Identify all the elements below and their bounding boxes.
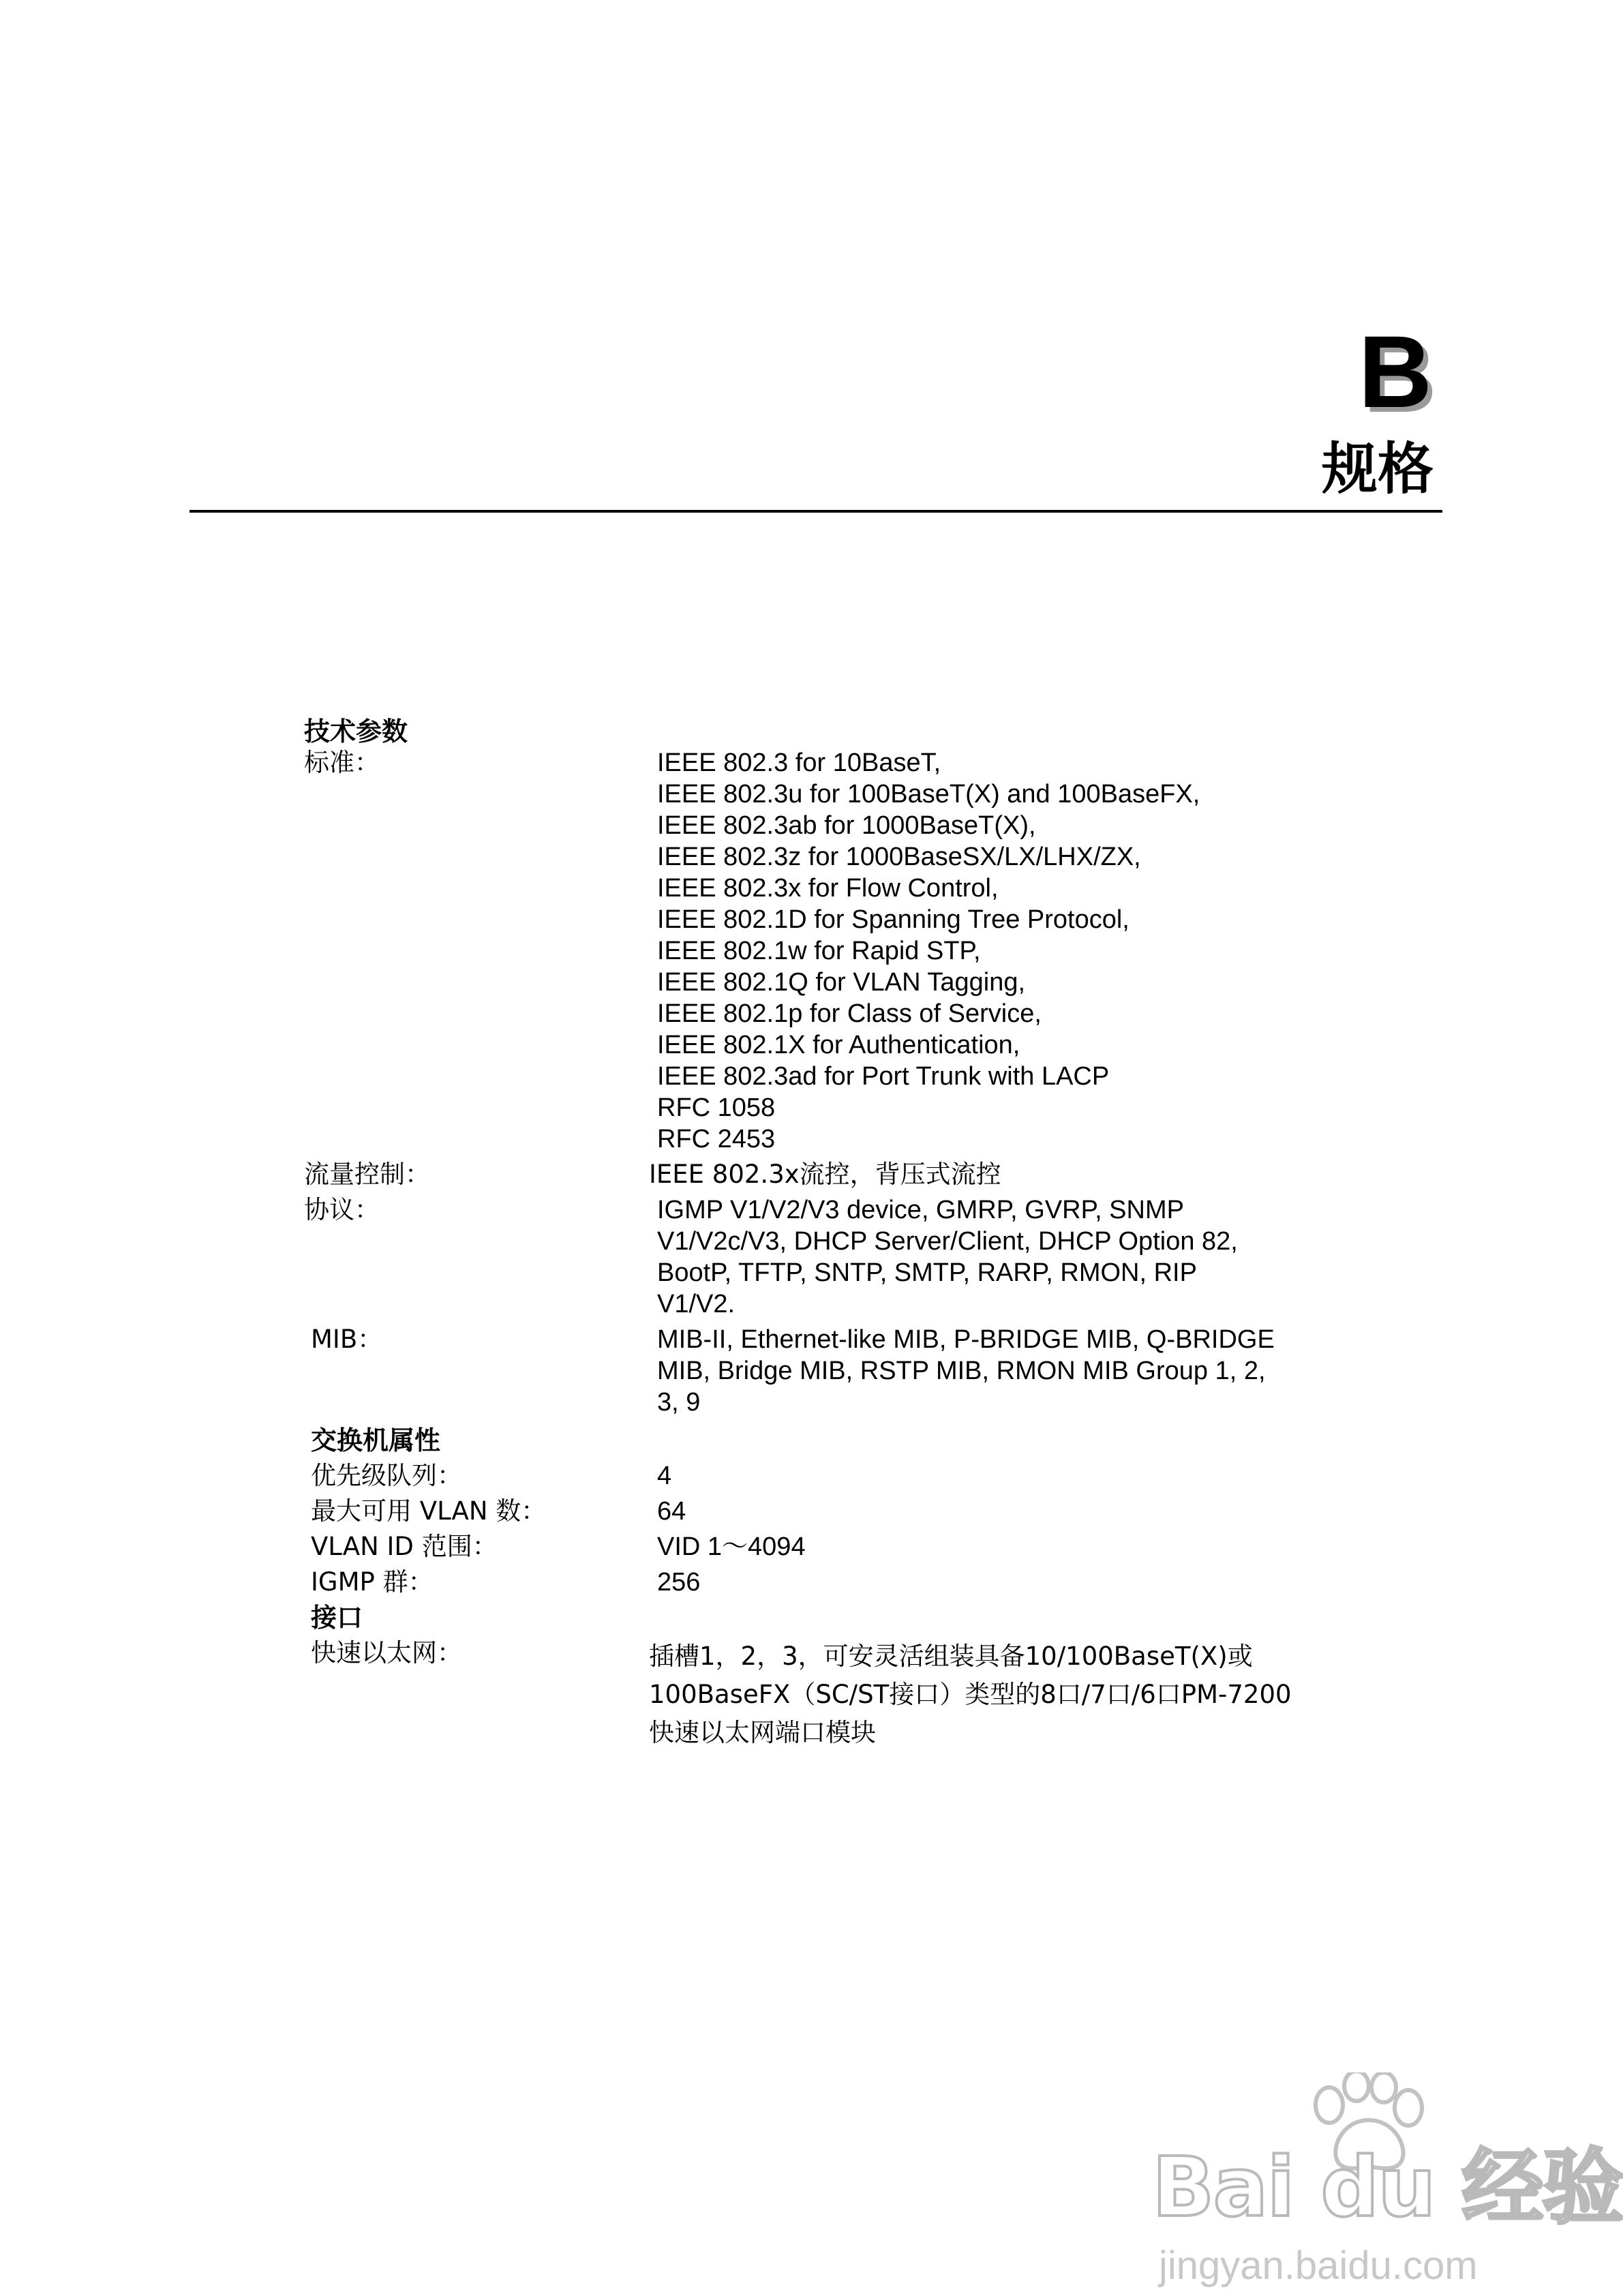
section-heading-interface: 接口 xyxy=(311,1603,363,1633)
standard-item: IEEE 802.1w for Rapid STP, xyxy=(657,937,981,965)
protocol-line: V1/V2. xyxy=(657,1290,735,1318)
fast-ethernet-line: 快速以太网端口模块 xyxy=(649,1718,876,1747)
mib-line: 3, 9 xyxy=(657,1388,701,1417)
protocols-list xyxy=(657,1194,1238,1320)
standard-item: IEEE 802.3u for 100BaseT(X) and 100BaseFX, xyxy=(657,780,1200,809)
row-igmp-groups xyxy=(304,1567,1395,1598)
standard-item: IEEE 802.3ad for Port Trunk with LACP xyxy=(657,1062,1110,1091)
row-priority-queue xyxy=(304,1460,1395,1492)
flow-control-label: 流量控制： xyxy=(304,1160,430,1189)
priority-queue-label: 优先级队列： xyxy=(311,1461,462,1490)
section-heading-switch: 交换机属性 xyxy=(311,1425,441,1455)
row-protocols xyxy=(304,1194,1395,1320)
standard-item: IEEE 802.1p for Class of Service, xyxy=(657,999,1042,1028)
fast-ethernet-value xyxy=(649,1637,1292,1752)
standards-label: 标准： xyxy=(304,748,380,777)
row-fast-ethernet xyxy=(304,1637,1395,1752)
watermark-url: jingyan.baidu.com xyxy=(1159,2244,1478,2288)
standard-item: IEEE 802.3x for Flow Control, xyxy=(657,874,999,903)
igmp-groups-label: IGMP 群： xyxy=(311,1567,434,1597)
row-standards xyxy=(304,747,1395,1155)
igmp-groups-value: 256 xyxy=(657,1568,701,1597)
standard-item: RFC 1058 xyxy=(657,1093,776,1122)
header-rule xyxy=(189,510,1442,513)
row-max-vlan xyxy=(304,1496,1395,1527)
appendix-title: 规格 xyxy=(1321,437,1434,502)
vlan-id-range-label: VLAN ID 范围： xyxy=(311,1532,498,1561)
flow-control-value: IEEE 802.3x流控，背压式流控 xyxy=(649,1160,1001,1189)
mib-label: MIB： xyxy=(311,1325,383,1354)
fast-ethernet-line: 插槽1，2，3，可安灵活组装具备10/100BaseT(X)或 xyxy=(649,1642,1253,1671)
standard-item: IEEE 802.3z for 1000BaseSX/LX/LHX/ZX, xyxy=(657,843,1141,871)
section-heading-tech: 技术参数 xyxy=(304,716,408,746)
standard-item: IEEE 802.3 for 10BaseT, xyxy=(657,749,941,777)
standard-item: RFC 2453 xyxy=(657,1125,776,1153)
fast-ethernet-label: 快速以太网： xyxy=(311,1638,462,1667)
appendix-letter: B xyxy=(1358,314,1432,429)
max-vlan-value: 64 xyxy=(657,1497,686,1526)
baidu-jingyan-watermark xyxy=(1152,2045,1623,2291)
row-vlan-id-range xyxy=(304,1531,1395,1562)
row-flow-control xyxy=(304,1159,1395,1190)
max-vlan-label: 最大可用 VLAN 数： xyxy=(311,1496,547,1526)
spec-table xyxy=(304,716,1395,1752)
standard-item: IEEE 802.1D for Spanning Tree Protocol, xyxy=(657,905,1129,934)
watermark-logo-text: Bai du 经验 xyxy=(1152,2141,1623,2235)
mib-line: MIB, Bridge MIB, RSTP MIB, RMON MIB Group 1, 2, xyxy=(657,1357,1266,1385)
fast-ethernet-line: 100BaseFX（SC/ST接口）类型的8口/7口/6口PM-7200 xyxy=(649,1680,1292,1709)
protocol-line: BootP, TFTP, SNTP, SMTP, RARP, RMON, RIP xyxy=(657,1258,1197,1287)
standard-item: IEEE 802.1X for Authentication, xyxy=(657,1031,1020,1059)
protocol-line: V1/V2c/V3, DHCP Server/Client, DHCP Option 82, xyxy=(657,1227,1238,1256)
vlan-id-range-value: VID 1～4094 xyxy=(657,1532,806,1561)
mib-line: MIB-II, Ethernet-like MIB, P-BRIDGE MIB, Q-BRIDGE xyxy=(657,1325,1275,1354)
row-mib xyxy=(304,1324,1395,1418)
protocols-label: 协议： xyxy=(304,1195,380,1224)
mib-list xyxy=(657,1324,1275,1418)
standard-item: IEEE 802.1Q for VLAN Tagging, xyxy=(657,968,1026,997)
standard-item: IEEE 802.3ab for 1000BaseT(X), xyxy=(657,811,1036,840)
priority-queue-value: 4 xyxy=(657,1462,672,1490)
protocol-line: IGMP V1/V2/V3 device, GMRP, GVRP, SNMP xyxy=(657,1196,1184,1224)
standards-list xyxy=(657,747,1200,1155)
